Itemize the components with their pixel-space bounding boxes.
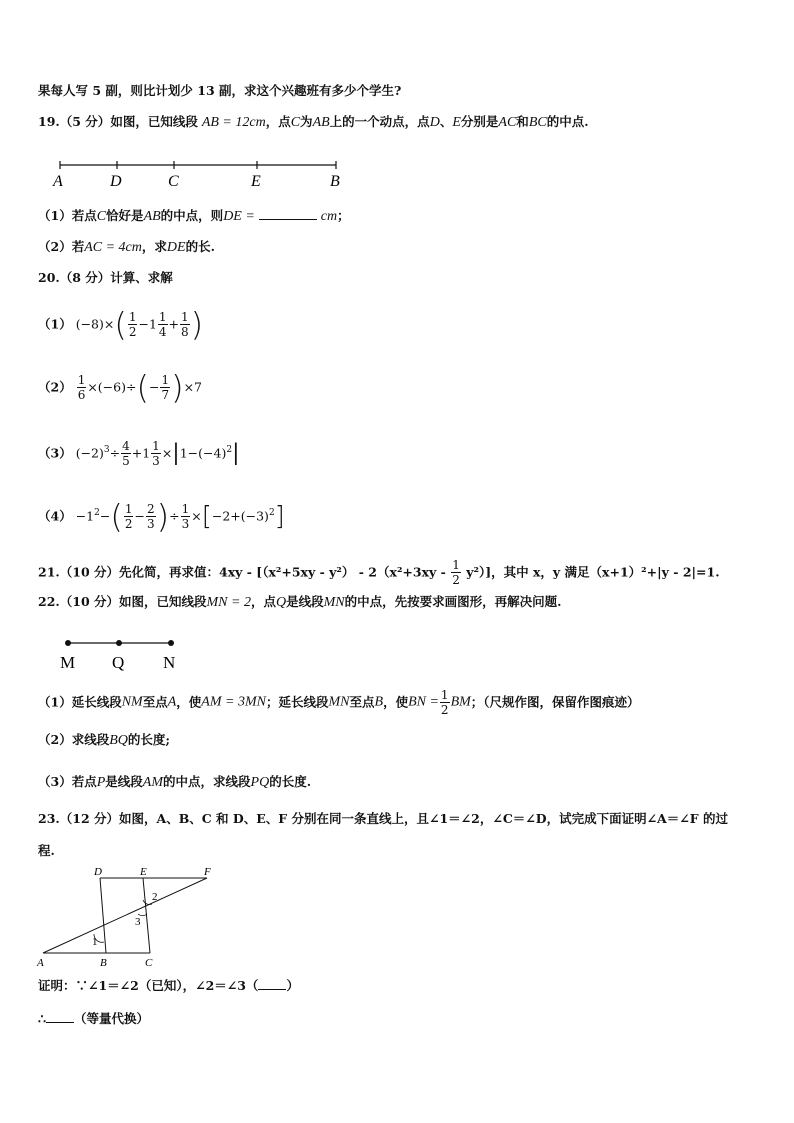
q22-1-am: AM = 3MN <box>201 694 266 710</box>
frac-den: 7 <box>161 388 170 402</box>
q22-1-text-k: ，使 <box>383 694 409 710</box>
q20-4-div: ÷ <box>169 508 180 524</box>
q20-4-base: −1 <box>75 508 95 524</box>
fig23-label-a: A <box>37 957 44 969</box>
q19-k: AC <box>498 115 517 130</box>
q19-1-text-a: （1）若点 <box>38 208 97 223</box>
frac-num: 1 <box>124 502 133 517</box>
q20-1-prefix: (−8)× <box>75 316 115 332</box>
q20-4-minus2: − <box>134 508 145 524</box>
q19-g: D <box>429 115 440 130</box>
q20-expression-1: （1） (−8)×( $\frac{1}{2}$ −1 $\frac{1}{4}$ + $\frac{1}{8}$ ) <box>38 305 204 344</box>
fig23-angle-2: 2 <box>152 891 158 903</box>
q21-text-b: y²）]，其中 x，y 满足（x+1）²+|y - 2|=1. <box>466 564 720 580</box>
q20-expression-4: $(4) -1^2-$( $\frac{1}{2}$ − $\frac{2}{3}$ )÷ $\frac{1}{3}$ $\times[-2+(-3)^2]$ <box>38 497 285 536</box>
q22-text-g: 的中点，先按要求画图形，再解决问题. <box>344 594 562 609</box>
frac-den: 2 <box>452 573 460 587</box>
q20-4-bracket: −2+(−3) <box>211 508 269 524</box>
q22-3-pq: PQ <box>250 775 270 790</box>
figure-22-segment <box>55 635 195 673</box>
q22-3-p: P <box>96 775 106 790</box>
q20-3-div: ÷ <box>109 445 121 461</box>
fig23-angle-3: 3 <box>135 916 141 928</box>
q20-3-times: × <box>161 445 173 461</box>
q20-1-minus: −1 <box>138 316 157 332</box>
q19-text-h: 、 <box>439 114 453 129</box>
fig19-label-d: D <box>110 173 122 190</box>
fig23-label-e: E <box>140 866 147 878</box>
figure-23-geometry <box>32 862 222 970</box>
q19-text-j: 分别是 <box>460 114 499 129</box>
fig19-label-b: B <box>330 173 340 190</box>
frac-num: 1 <box>158 310 167 324</box>
q20-4-exp: 2 <box>94 508 100 518</box>
proof-line-2 <box>38 1010 149 1028</box>
q19-1-ab: AB <box>143 209 161 224</box>
proof-conclusion-blank[interactable] <box>46 1010 74 1023</box>
q22-text-e: 是线段 <box>286 594 324 609</box>
q22-1-text-a: （1）延长线段 <box>38 694 122 710</box>
q19-m: BC <box>528 115 547 130</box>
q19-points: （5 分） <box>59 114 111 129</box>
q20-3-base: (−2) <box>75 445 104 461</box>
frac-num: 1 <box>181 310 189 324</box>
fig23-label-b: B <box>100 957 107 969</box>
q21-text-a: 21.（10 分）先化简，再求值：4xy - [（x²+5xy - y²） - 2（x²+3xy - <box>38 564 446 580</box>
fig22-label-q: Q <box>112 653 125 672</box>
q19-1-unit: cm <box>320 209 338 224</box>
frac-den: 3 <box>181 517 190 532</box>
q22-2-text-c: 的长度; <box>127 732 170 747</box>
q19-text-b: ，点 <box>265 114 291 129</box>
fig23-label-c: C <box>145 957 153 969</box>
q22-1-bm: BM <box>450 694 471 710</box>
q20-4-exp2: 2 <box>268 508 275 518</box>
q20-4-times: × <box>191 508 202 524</box>
frac-den: 2 <box>440 703 449 717</box>
frac-num: 1 <box>128 310 137 324</box>
figure-19-segment <box>48 155 358 191</box>
q22-1-b: B <box>374 694 384 710</box>
q19-ab: AB = 12cm <box>201 115 266 130</box>
fig22-label-m: M <box>60 653 76 672</box>
fig19-label-e: E <box>251 173 261 190</box>
frac-den: 3 <box>146 517 155 532</box>
question-23-stem-cont: 程. <box>38 843 55 858</box>
question-19-stem <box>38 113 589 132</box>
q22-1-text-e: ，使 <box>176 694 202 710</box>
q22-1-nm: NM <box>121 694 143 710</box>
q19-2-text-a: （2）若 <box>38 239 85 254</box>
proof-2-therefore: ∴ <box>38 1011 46 1026</box>
q19-2-ac: AC = 4cm <box>84 240 142 255</box>
frac-den: 6 <box>77 388 86 402</box>
proof-reason-blank[interactable] <box>258 977 286 990</box>
q19-text-n: 的中点. <box>546 114 589 129</box>
q20-3-plus: +1 <box>131 445 151 461</box>
question-18-continuation: 果每人写 5 副，则比计划少 13 副，求这个兴趣班有多少个学生? <box>38 83 402 98</box>
q22-3-am: AM <box>142 775 163 790</box>
q22-mn: MN = 2 <box>206 595 251 610</box>
frac-num: 4 <box>122 439 130 454</box>
q22-q: Q <box>275 595 287 610</box>
question-22-part-3 <box>38 773 311 792</box>
q19-2-text-c: ，求 <box>141 239 167 254</box>
q22-text-c: ，点 <box>250 594 276 609</box>
frac-den: 8 <box>181 325 189 339</box>
frac-num: 1 <box>181 502 190 517</box>
q20-4-label: （4） <box>38 508 72 524</box>
fig19-label-c: C <box>168 173 179 190</box>
fig23-angle-1: 1 <box>92 936 98 948</box>
q19-2-de: DE <box>166 240 186 255</box>
frac-num: 1 <box>77 373 86 387</box>
frac-den: 4 <box>158 325 167 339</box>
question-22-stem <box>38 593 561 612</box>
q22-1-text-n: ；（尺规作图，保留作图痕迹） <box>470 694 640 710</box>
q19-number: 19. <box>38 114 60 129</box>
fig22-label-n: N <box>163 653 176 672</box>
frac-den: 2 <box>124 517 133 532</box>
fig23-label-f: F <box>204 866 211 878</box>
q19-1-text-c: 恰好是 <box>106 208 144 223</box>
frac-den: 3 <box>152 454 160 469</box>
question-21 <box>38 555 720 590</box>
proof-line-1 <box>38 977 299 995</box>
q19-text-d: 为 <box>300 114 313 129</box>
question-19-part-1 <box>38 207 350 226</box>
q19-text-l: 和 <box>516 114 529 129</box>
frac-den: 5 <box>122 454 130 469</box>
question-19-part-2 <box>38 238 215 257</box>
q19-1-de: DE = <box>223 209 255 224</box>
q20-3-exp2: 2 <box>226 445 233 455</box>
q22-1-text-i: 至点 <box>349 694 375 710</box>
q19-1-semicolon: ； <box>337 208 350 223</box>
q22-2-text-a: （2）求线段 <box>38 732 110 747</box>
q22-mn2: MN <box>323 595 345 610</box>
frac-num: 1 <box>152 439 160 454</box>
q19-text-f: 上的一个动点，点 <box>329 114 430 129</box>
proof-1-text-a: 证明：∵∠1＝∠2（已知），∠2＝∠3（ <box>38 978 259 993</box>
question-22-part-1 <box>38 685 640 720</box>
proof-1-text-b: ） <box>286 978 299 993</box>
q19-i: E <box>452 115 461 130</box>
q20-3-exp: 3 <box>103 445 110 455</box>
frac-num: 1 <box>452 558 460 572</box>
q20-4-minus: − <box>99 508 111 524</box>
fig23-label-d: D <box>94 866 102 878</box>
q20-2-suffix: ×7 <box>183 379 202 395</box>
frac-den: 2 <box>128 325 137 339</box>
q19-1-c: C <box>96 209 107 224</box>
q20-2-neg: − <box>148 379 160 395</box>
q19-text-a: 如图，已知线段 <box>110 114 198 129</box>
frac-num: 1 <box>161 373 170 387</box>
frac-num: 1 <box>440 688 449 702</box>
q20-expression-2: （2） $\frac{1}{6}$ ×(−6)÷(− $\frac{1}{7}$ )×7 <box>38 368 202 407</box>
q22-1-bn: BN = <box>408 694 439 710</box>
q19-2-text-e: 的长. <box>185 239 215 254</box>
question-23-stem: 23.（12 分）如图，A、B、C 和 D、E、F 分别在同一条直线上，且∠1＝∠2，∠C＝∠D，试完成下面证明∠A＝∠F 的过 <box>38 811 728 826</box>
q19-1-text-e: 的中点，则 <box>160 208 224 223</box>
proof-2-text-b: （等量代换） <box>73 1011 149 1026</box>
q22-1-text-c: 至点 <box>142 694 168 710</box>
q22-text-a: 22.（10 分）如图，已知线段 <box>38 594 207 609</box>
question-22-part-2 <box>38 731 170 750</box>
q19-c: C <box>290 115 301 130</box>
question-20-title: 20.（8 分）计算、求解 <box>38 270 173 285</box>
q19-answer-blank[interactable] <box>259 207 317 220</box>
q20-1-label: （1） <box>38 316 72 332</box>
q19-e: AB <box>312 115 330 130</box>
q22-3-text-g: 的长度. <box>269 774 312 789</box>
q20-3-label: （3） <box>38 445 72 461</box>
fig19-label-a: A <box>53 173 63 190</box>
q22-1-mn: MN <box>328 694 350 710</box>
q22-1-text-g: ；延长线段 <box>265 694 329 710</box>
q20-3-abs: 1−(−4) <box>179 445 227 461</box>
q22-2-bq: BQ <box>109 733 128 748</box>
q20-2-mid: ×(−6)÷ <box>87 379 137 395</box>
q22-3-text-c: 是线段 <box>105 774 143 789</box>
q22-3-text-a: （3）若点 <box>38 774 97 789</box>
q20-expression-3: （3） $(-2)^3\div$ $\frac{4}{5}$ +1 $\frac{1}{3}$ $\times|1-(-4)^2|$ <box>38 439 240 469</box>
q22-1-a: A <box>167 694 177 710</box>
frac-num: 2 <box>146 502 155 517</box>
q22-3-text-e: 的中点，求线段 <box>163 774 251 789</box>
q20-1-plus: + <box>168 316 180 332</box>
q20-2-label: （2） <box>38 379 72 395</box>
